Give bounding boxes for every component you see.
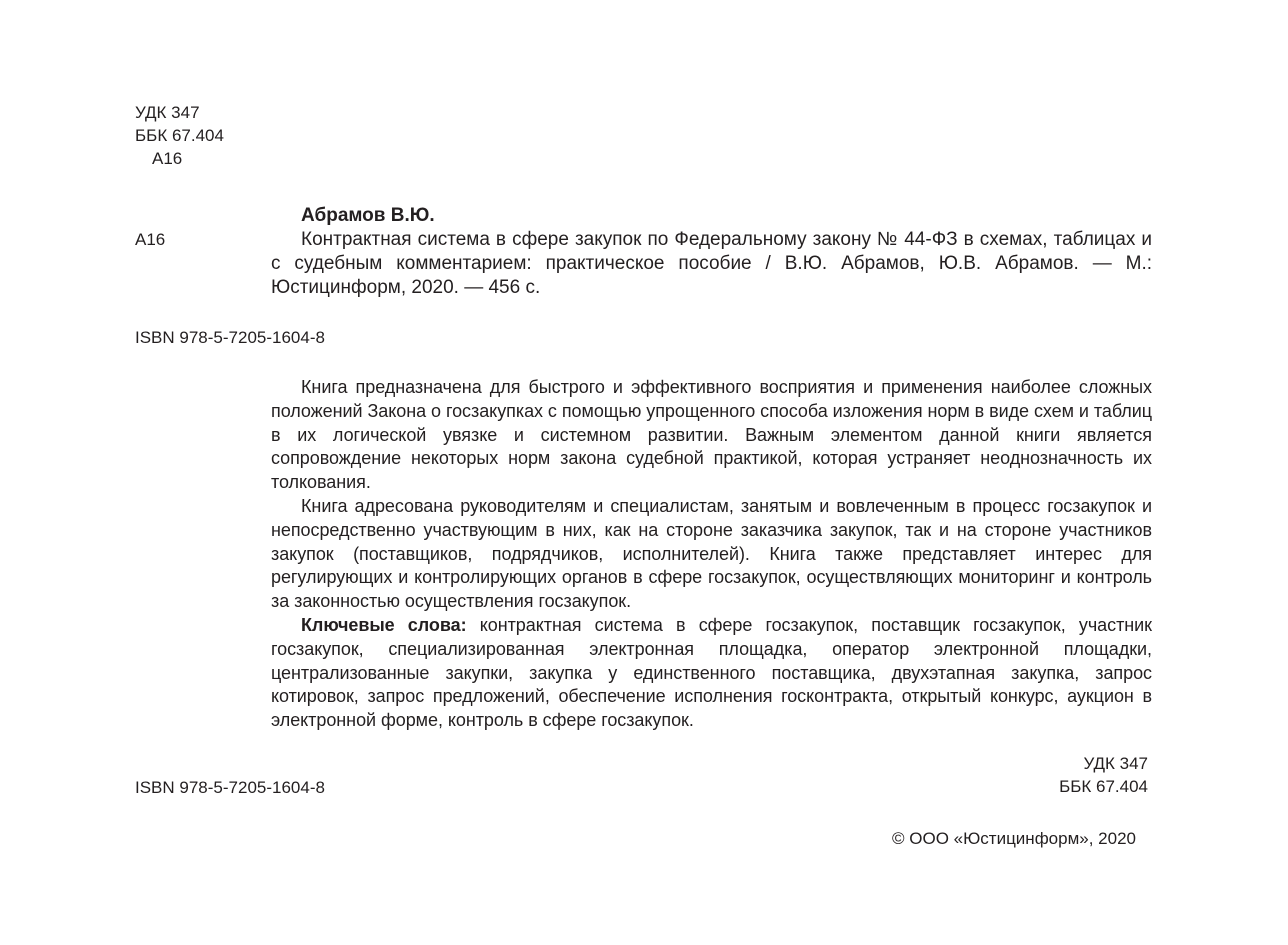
annotation-paragraph: Книга адресована руководителям и специалистам, занятым и вовлеченным в процесс госзакупок и непосредственно участвующим в них, как на стороне заказчика закупок, так и на стороне участников закупок (поставщиков, подрядчиков, исполнителей). Книга также представляет интерес для регулирующих и контролирующих органов в сфере госзакупок, осуществляющих мониторинг и контроль за законностью осуществления госзакупок. — [271, 495, 1152, 612]
bbk-code-bottom: ББК 67.404 — [1059, 777, 1148, 796]
isbn-bottom: ISBN 978-5-7205-1604-8 — [135, 778, 325, 797]
bibliographic-entry — [271, 204, 1152, 300]
copyright-notice: © ООО «Юстицинформ», 2020 — [892, 829, 1136, 848]
udk-code-bottom: УДК 347 — [1083, 754, 1148, 773]
udk-code-top: УДК 347 — [135, 103, 200, 122]
author-name: Абрамов В.Ю. — [301, 205, 435, 226]
annotation — [271, 376, 1152, 733]
author-mark-top: А16 — [152, 149, 183, 168]
bbk-code-top: ББК 67.404 — [135, 126, 224, 145]
keywords-paragraph — [271, 614, 1152, 733]
annotation-paragraph: Книга предназначена для быстрого и эффективного восприятия и применения наиболее сложных положений Закона о госзакупках с помощью упрощенного способа изложения норм в виде схем и таблиц в их логической увязке и системном развитии. Важным элементом данной книги является сопровождение некоторых норм закона судебной практикой, которая устраняет неоднозначность их толкования. — [271, 377, 1152, 493]
bibliographic-description: Контрактная система в сфере закупок по Федеральному закону № 44-ФЗ в схемах, таблицах и с судебным комментарием: практическое пособие / В.Ю. Абрамов, Ю.В. Абрамов. — М.: Юстицинформ, 2020. — 456 с. — [271, 229, 1152, 298]
keywords-label: Ключевые слова: — [301, 614, 467, 635]
isbn-top: ISBN 978-5-7205-1604-8 — [135, 328, 325, 347]
author-mark-entry: А16 — [135, 230, 166, 249]
keywords-text: контрактная система в сфере госзакупок, поставщик госзакупок, участник госзакупок, специализированная электронная площадка, оператор электронной площадки, централизованные закупки, закупка у единственного поставщика, двухэтапная закупка, запрос котировок, запрос предложений, обеспечение исполнения госконтракта, открытый конкурс, аукцион в электронной форме, контроль в сфере госзакупок. — [271, 614, 1152, 731]
